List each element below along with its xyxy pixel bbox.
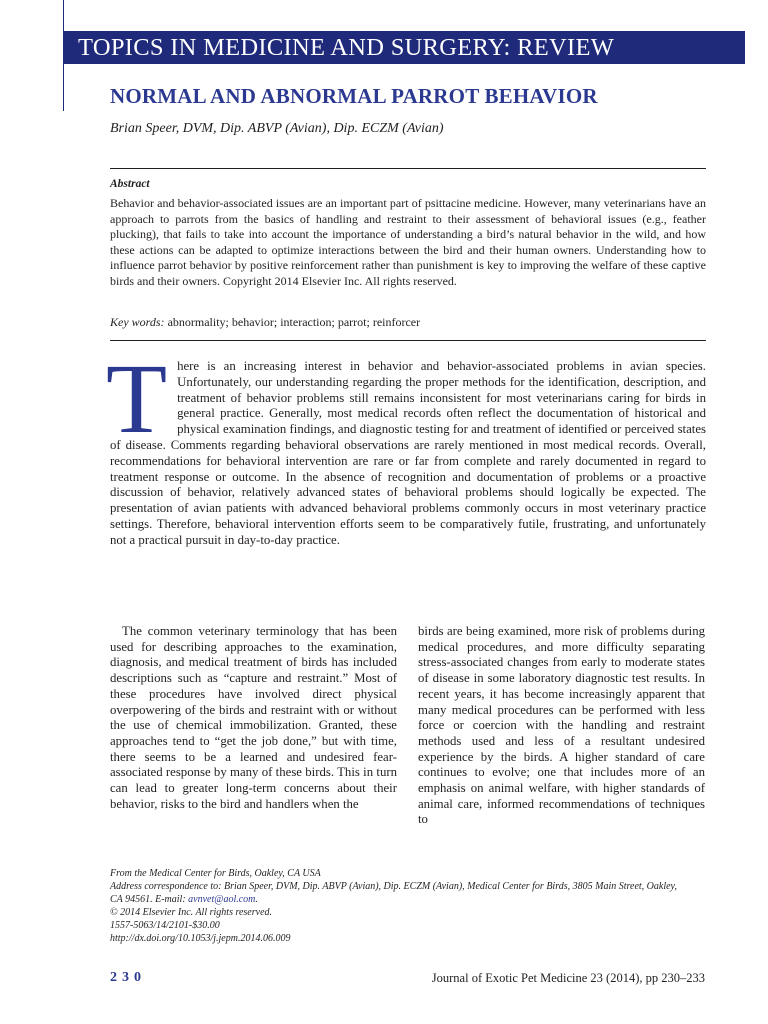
introduction-text: here is an increasing interest in behavior and behavior-associated problems in avian species. Unfortunately, our understanding regarding the proper methods for the identification, description, and treatment of behavior problems still remains inconsistent for most veterinarians caring for birds in general practice. Generally, most medical records often reflect the documentation of historical and physical examination findings, and diagnostic testing for and treatment of identified or perceived states of disease. Comments regarding behavioral observations are rarely mentioned in most medical records. Overall, recommendations for behavioral intervention are rare or far from complete and rarely documented in regard to treatment response or outcome. In the absence of recognition and documentation of problems or a proactive discussion of behavior, relatively advanced states of behavioral problems should logically be expected. The presentation of avian patients with advanced behavioral problems commonly occurs in most veterinary practice settings. Therefore, behavioral intervention efforts seem to be comparatively futile, frustrating, and unfortunately not a practical pursuit in day-to-day practice. [110,359,706,547]
header-vertical-rule-bottom [63,63,64,111]
footnotes [110,867,710,946]
footnote-issn: 1557-5063/14/2101-$30.00 [110,920,220,932]
abstract-bottom-rule [110,340,706,341]
keywords-label: Key words: [110,315,165,329]
article-title: NORMAL AND ABNORMAL PARROT BEHAVIOR [110,84,598,108]
header-vertical-rule-top [63,0,64,31]
page-number: 230 [110,970,146,985]
email-link[interactable]: avnvet@aol.com [188,894,256,906]
footnote-doi[interactable]: http://dx.doi.org/10.1053/j.jepm.2014.06.009 [110,933,291,945]
body-column-right: birds are being examined, more risk of problems during medical procedures, and more difficulty separating stress-associated changes from early to moderate states of disease in some laboratory diagnostic test results. In recent years, it has become increasingly apparent that many medical procedures can be performed with less force or coercion with the handling and restraint methods used and less of a resultant undesired experience by the birds. A higher standard of care continues to evolve; one that includes more of an emphasis on animal welfare, with higher standards of animal care, informed recommendations of techniques to [418,624,705,827]
article-authors: Brian Speer, DVM, Dip. ABVP (Avian), Dip. ECZM (Avian) [110,121,444,136]
section-band-label: TOPICS IN MEDICINE AND SURGERY: REVIEW [78,34,615,61]
introduction-paragraph [106,343,706,549]
keywords [110,315,706,330]
journal-citation: Journal of Exotic Pet Medicine 23 (2014), pp 230–233 [431,971,705,985]
abstract-top-rule [110,168,706,169]
footnote-correspondence-line2 [110,893,710,906]
drop-cap: T [106,343,168,454]
keywords-list: abnormality; behavior; interaction; parrot; reinforcer [167,315,421,329]
footnote-correspondence-suffix: . [255,894,258,906]
footnote-correspondence-line1: Address correspondence to: Brian Speer, DVM, Dip. ABVP (Avian), Dip. ECZM (Avian), Medical Center for Birds, 3805 Main Street, Oakley, [110,881,677,893]
footnote-correspondence-prefix: CA 94561. E-mail: [110,894,189,906]
footnote-copyright: © 2014 Elsevier Inc. All rights reserved. [110,907,273,919]
abstract-text: Behavior and behavior-associated issues are an important part of psittacine medicine. However, many veterinarians have an approach to parrots from the basics of handling and restraint to their assessment of behavioral issues (e.g., feather plucking), that fails to take into account the importance of understanding a bird’s natural behavior in the wild, and how these actions can be adapted to optimize interactions between the bird and their human owners. Understanding how to influence parrot behavior by positive reinforcement rather than punishment is key to improving the welfare of these captive birds and their owners. Copyright 2014 Elsevier Inc. All rights reserved. [110,196,706,288]
body-column-left: The common veterinary terminology that has been used for describing approaches to the examination, diagnosis, and medical treatment of birds has included descriptions such as “capture and restraint.” Most of these procedures have involved direct physical overpowering of the birds and restraint with or without the use of chemical immobilization. Granted, these approaches tend to “get the job done,” but with time, there seems to be a learned and undesired fear-associated response by many of these birds. This in turn can lead to greater long-term concerns about their behavior, risks to the bird and handlers when the [110,624,397,811]
footnote-affiliation: From the Medical Center for Birds, Oakley, CA USA [110,868,321,879]
abstract-label: Abstract [110,178,150,190]
